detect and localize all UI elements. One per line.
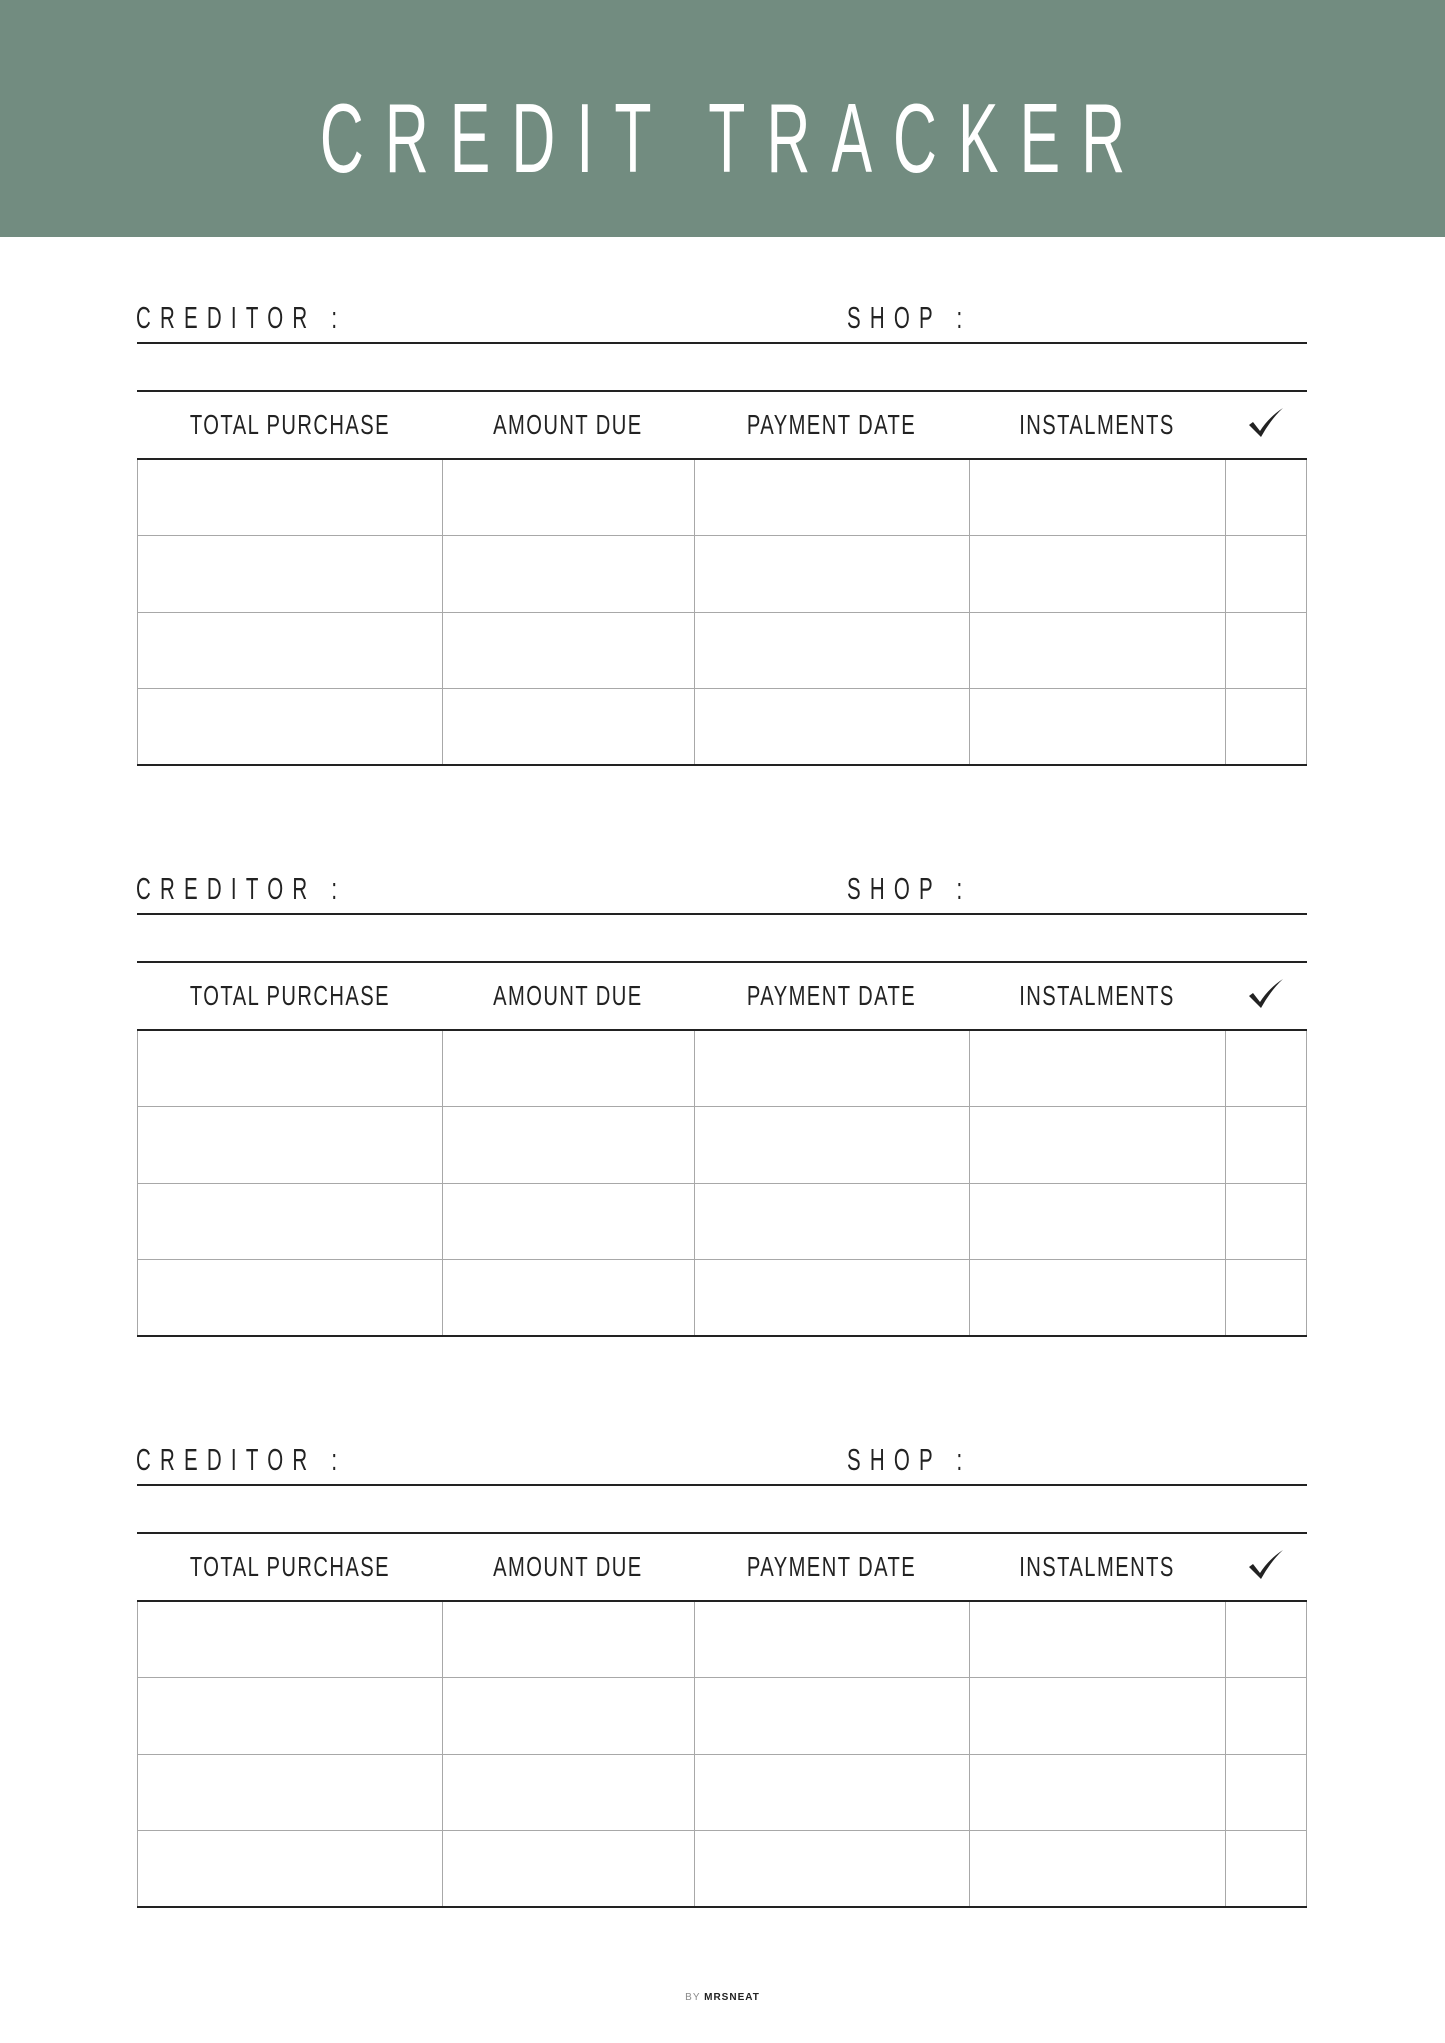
table-cell[interactable] — [969, 690, 1225, 765]
column-header-amount-due — [442, 392, 694, 458]
column-header-label: TOTAL PURCHASE — [189, 1551, 390, 1582]
table-cell[interactable] — [969, 460, 1225, 535]
table-cell[interactable] — [137, 1602, 442, 1677]
table-cell[interactable] — [137, 460, 442, 535]
table-cell[interactable] — [969, 1679, 1225, 1754]
table-cell[interactable] — [137, 1031, 442, 1106]
table-cell[interactable] — [442, 460, 694, 535]
table-cell[interactable] — [969, 1031, 1225, 1106]
done-checkbox-cell[interactable] — [1225, 1679, 1307, 1754]
table-cell[interactable] — [442, 537, 694, 612]
table-cell[interactable] — [137, 1756, 442, 1830]
credit-table — [137, 1532, 1307, 1908]
done-checkbox-cell[interactable] — [1225, 614, 1307, 688]
column-header-payment-date — [694, 963, 969, 1029]
table-cell[interactable] — [442, 690, 694, 765]
table-cell[interactable] — [694, 614, 969, 688]
creditor-shop-input-line[interactable] — [137, 913, 1307, 915]
row-divider — [137, 612, 1307, 613]
check-icon — [1247, 977, 1285, 1011]
column-header-payment-date — [694, 1534, 969, 1600]
done-checkbox-cell[interactable] — [1225, 690, 1307, 765]
table-cell[interactable] — [694, 1108, 969, 1183]
column-header-total-purchase — [137, 1534, 442, 1600]
table-cell[interactable] — [969, 1602, 1225, 1677]
column-header-label: PAYMENT DATE — [746, 980, 917, 1011]
column-header-label: PAYMENT DATE — [746, 409, 917, 440]
column-header-total-purchase — [137, 963, 442, 1029]
column-header-instalments — [969, 963, 1225, 1029]
table-cell[interactable] — [137, 614, 442, 688]
done-checkbox-cell[interactable] — [1225, 537, 1307, 612]
row-divider — [137, 1677, 1307, 1678]
column-header-instalments — [969, 1534, 1225, 1600]
table-cell[interactable] — [969, 1756, 1225, 1830]
table-cell[interactable] — [694, 1832, 969, 1907]
column-header-amount-due — [442, 963, 694, 1029]
table-cell[interactable] — [442, 614, 694, 688]
table-cell[interactable] — [442, 1031, 694, 1106]
done-checkbox-cell[interactable] — [1225, 1756, 1307, 1830]
table-cell[interactable] — [969, 1108, 1225, 1183]
table-cell[interactable] — [694, 460, 969, 535]
table-cell[interactable] — [442, 1185, 694, 1259]
table-cell[interactable] — [137, 1261, 442, 1336]
row-divider — [137, 1830, 1307, 1831]
check-icon — [1247, 1548, 1285, 1582]
row-divider — [137, 1106, 1307, 1107]
credit-block-3 — [0, 1440, 1445, 2000]
credit-block-1 — [0, 298, 1445, 858]
shop-label: SHOP : — [847, 300, 972, 335]
table-cell[interactable] — [137, 1108, 442, 1183]
table-cell[interactable] — [969, 1261, 1225, 1336]
check-icon — [1247, 406, 1285, 440]
done-checkbox-cell[interactable] — [1225, 1108, 1307, 1183]
column-header-total-purchase — [137, 392, 442, 458]
column-header-label: INSTALMENTS — [1019, 980, 1175, 1011]
creditor-label: CREDITOR : — [136, 1442, 347, 1477]
table-cell[interactable] — [694, 1185, 969, 1259]
column-header-label: AMOUNT DUE — [493, 980, 643, 1011]
done-checkbox-cell[interactable] — [1225, 460, 1307, 535]
table-cell[interactable] — [694, 537, 969, 612]
table-cell[interactable] — [442, 1756, 694, 1830]
table-cell[interactable] — [137, 537, 442, 612]
table-cell[interactable] — [694, 1756, 969, 1830]
row-divider — [137, 1754, 1307, 1755]
table-cell[interactable] — [442, 1261, 694, 1336]
table-cell[interactable] — [969, 537, 1225, 612]
table-cell[interactable] — [694, 1679, 969, 1754]
done-checkbox-cell[interactable] — [1225, 1602, 1307, 1677]
column-header-label: PAYMENT DATE — [746, 1551, 917, 1582]
credit-block-2 — [0, 869, 1445, 1429]
shop-label: SHOP : — [847, 871, 972, 906]
done-checkbox-cell[interactable] — [1225, 1261, 1307, 1336]
table-cell[interactable] — [137, 690, 442, 765]
done-checkbox-cell[interactable] — [1225, 1185, 1307, 1259]
table-cell[interactable] — [694, 690, 969, 765]
table-cell[interactable] — [694, 1602, 969, 1677]
table-cell[interactable] — [442, 1108, 694, 1183]
credit-table — [137, 961, 1307, 1337]
column-header-amount-due — [442, 1534, 694, 1600]
table-cell[interactable] — [442, 1679, 694, 1754]
column-header-done — [1225, 1534, 1307, 1600]
done-checkbox-cell[interactable] — [1225, 1832, 1307, 1907]
done-checkbox-cell[interactable] — [1225, 1031, 1307, 1106]
table-cell[interactable] — [442, 1832, 694, 1907]
creditor-shop-input-line[interactable] — [137, 1484, 1307, 1486]
footer-by: BY — [685, 1992, 701, 2003]
table-cell[interactable] — [969, 614, 1225, 688]
creditor-label: CREDITOR : — [136, 300, 347, 335]
credit-table — [137, 390, 1307, 766]
row-divider — [137, 1259, 1307, 1260]
column-header-done — [1225, 392, 1307, 458]
table-cell[interactable] — [694, 1261, 969, 1336]
column-header-instalments — [969, 392, 1225, 458]
column-header-payment-date — [694, 392, 969, 458]
row-divider — [137, 688, 1307, 689]
creditor-shop-input-line[interactable] — [137, 342, 1307, 344]
row-divider — [137, 535, 1307, 536]
column-header-done — [1225, 963, 1307, 1029]
column-header-label: AMOUNT DUE — [493, 1551, 643, 1582]
page-title: CREDIT TRACKER — [319, 83, 1147, 193]
footer-brand: MRSNEAT — [704, 1992, 760, 2003]
creditor-label: CREDITOR : — [136, 871, 347, 906]
table-cell[interactable] — [137, 1832, 442, 1907]
row-divider — [137, 1183, 1307, 1184]
table-cell[interactable] — [442, 1602, 694, 1677]
column-header-label: AMOUNT DUE — [493, 409, 643, 440]
table-cell[interactable] — [137, 1185, 442, 1259]
column-header-label: TOTAL PURCHASE — [189, 980, 390, 1011]
column-header-label: TOTAL PURCHASE — [189, 409, 390, 440]
footer-credit — [0, 1992, 1445, 2003]
table-cell[interactable] — [969, 1832, 1225, 1907]
table-cell[interactable] — [694, 1031, 969, 1106]
column-header-label: INSTALMENTS — [1019, 1551, 1175, 1582]
shop-label: SHOP : — [847, 1442, 972, 1477]
column-header-label: INSTALMENTS — [1019, 409, 1175, 440]
table-cell[interactable] — [137, 1679, 442, 1754]
table-cell[interactable] — [969, 1185, 1225, 1259]
header-band — [0, 0, 1445, 237]
